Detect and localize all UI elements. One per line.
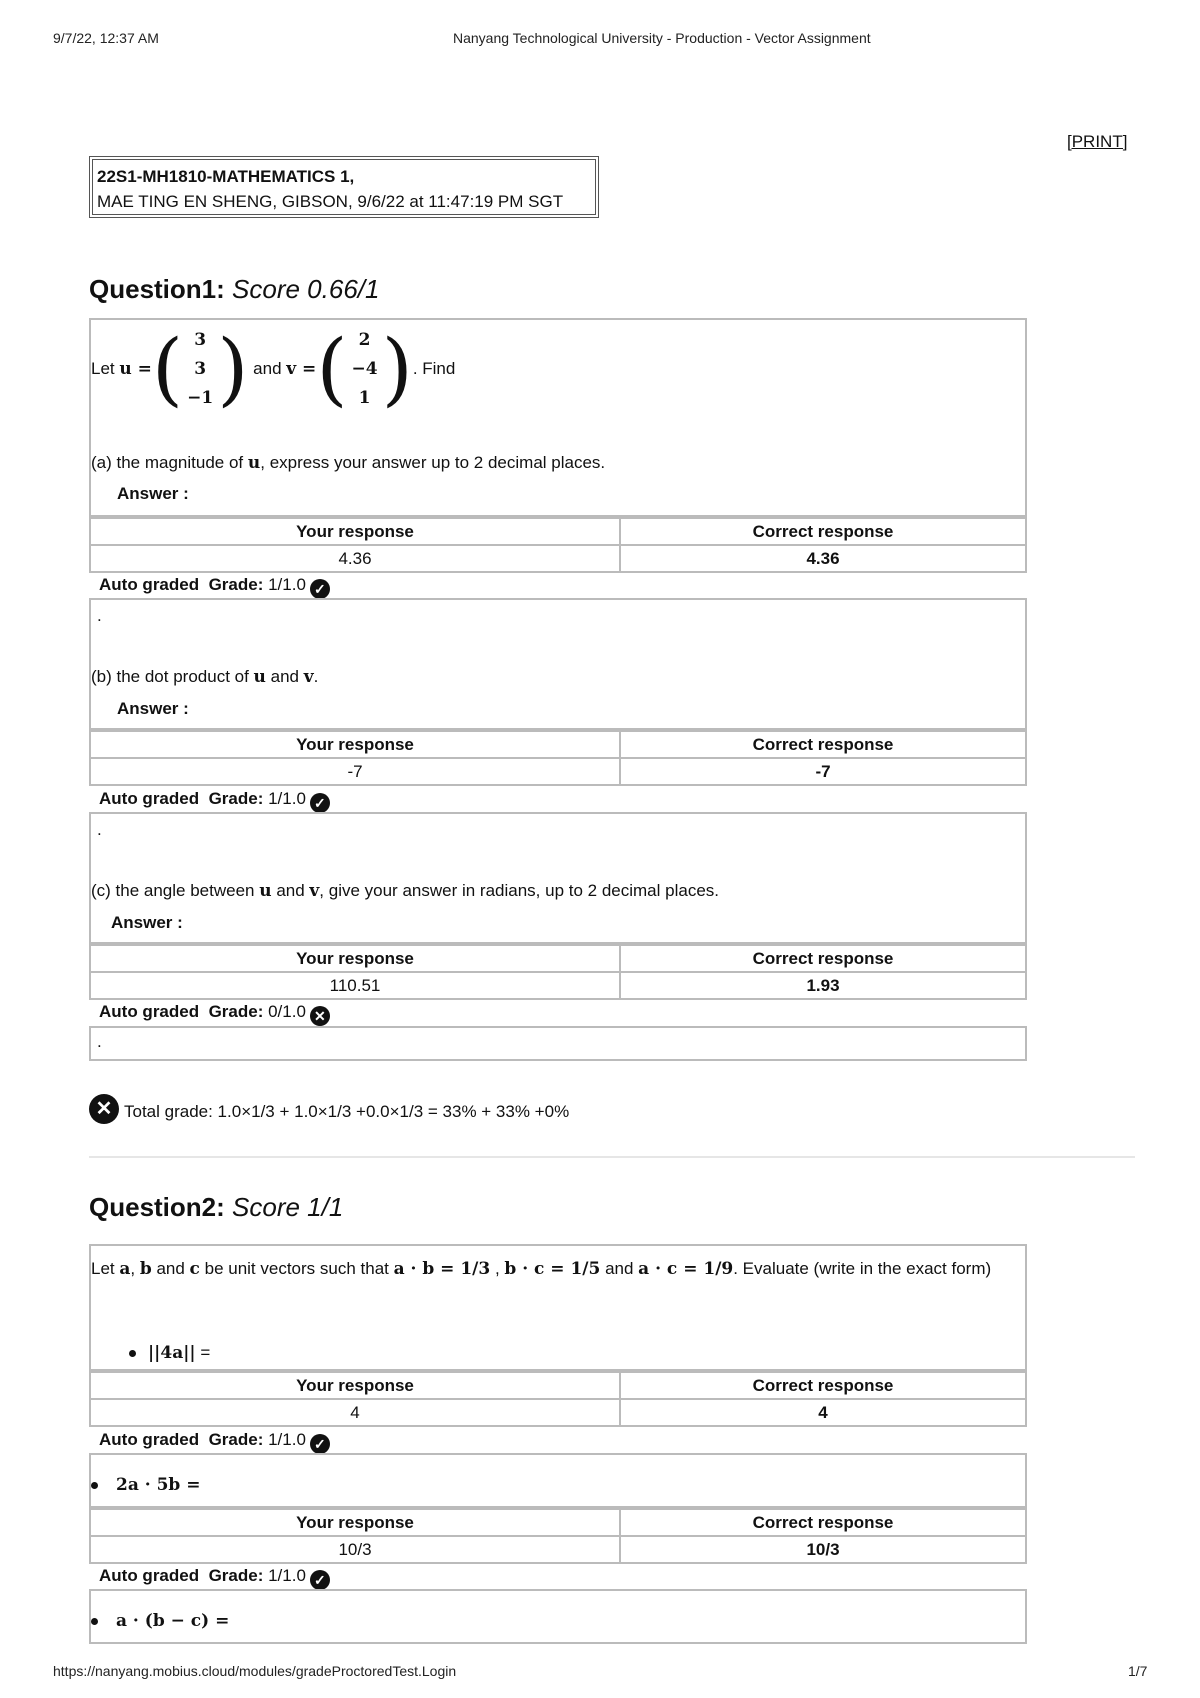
dot-separator: .	[97, 606, 102, 625]
course-name: 22S1-MH1810-MATHEMATICS 1,	[97, 167, 355, 186]
question-1-title	[89, 274, 379, 305]
your-response-header: Your response	[90, 518, 620, 545]
question-2-part-2-box	[89, 1453, 1027, 1508]
and-text: and	[253, 359, 282, 378]
v-component-3: 1	[358, 387, 371, 408]
check-circle-icon: ✓	[310, 579, 330, 599]
correct-response-value: 10/3	[620, 1536, 1026, 1563]
your-response-value: 110.51	[90, 972, 620, 999]
correct-response-value: 4	[620, 1399, 1026, 1426]
dot-separator: .	[97, 820, 102, 839]
correct-response-value: 4.36	[620, 545, 1026, 572]
course-info-box	[89, 156, 599, 218]
find-text: . Find	[412, 359, 456, 378]
answer-label: Answer :	[111, 913, 183, 932]
correct-response-value: -7	[620, 758, 1026, 785]
print-url: https://nanyang.mobius.cloud/modules/gradeProctoredTest.Login	[53, 1663, 457, 1679]
bullet-icon	[91, 1618, 98, 1625]
u-component-1: 3	[194, 329, 207, 350]
part-1-prompt: ||4a|| =	[129, 1343, 210, 1363]
u-component-3: −1	[187, 387, 214, 408]
question-2-score: Score 1/1	[232, 1192, 344, 1222]
grade-line-2b: Auto graded Grade: 1/1.0 ✓	[99, 1566, 330, 1590]
part-3-prompt: a · (b − c) =	[91, 1611, 229, 1631]
question-2-title	[89, 1192, 343, 1223]
section-divider	[89, 1156, 1135, 1158]
print-link[interactable]: [PRINT]	[1067, 132, 1128, 151]
question-2-part-3-box	[89, 1589, 1027, 1644]
your-response-value: 4.36	[90, 545, 620, 572]
v-label: v =	[286, 359, 317, 379]
print-datetime: 9/7/22, 12:37 AM	[53, 30, 159, 46]
check-circle-icon: ✓	[310, 1434, 330, 1454]
response-table-1b: Your response Correct response -7 -7	[89, 730, 1027, 786]
check-circle-icon: ✓	[310, 793, 330, 813]
question-2-label: Question2:	[89, 1192, 225, 1222]
bullet-icon	[91, 1482, 98, 1489]
part-2-prompt: 2a · 5b =	[91, 1475, 200, 1495]
question-1-label: Question1:	[89, 274, 225, 304]
correct-response-value: 1.93	[620, 972, 1026, 999]
part-b-prompt: (b) the dot product of u and v.	[91, 667, 319, 687]
answer-label: Answer :	[117, 699, 189, 718]
check-circle-icon: ✓	[310, 1570, 330, 1590]
question-2-statement-box	[89, 1244, 1027, 1371]
u-component-2: 3	[194, 358, 207, 379]
grade-line-1a: Auto graded Grade: 1/1.0 ✓	[99, 575, 330, 599]
part-a-prompt: (a) the magnitude of u, express your answer up to 2 decimal places.	[91, 453, 606, 473]
response-table-1c: Your response Correct response 110.51 1.93	[89, 944, 1027, 1000]
question-1-part-a-box	[89, 318, 1027, 517]
part-c-prompt: (c) the angle between u and v, give your answer in radians, up to 2 decimal places.	[91, 881, 720, 901]
question-1-part-c-box	[89, 812, 1027, 944]
your-response-value: -7	[90, 758, 620, 785]
grade-line-1b: Auto graded Grade: 1/1.0 ✓	[99, 789, 330, 813]
answer-label: Answer :	[117, 484, 189, 503]
x-circle-icon: ✕	[89, 1094, 119, 1124]
print-page-title: Nanyang Technological University - Production - Vector Assignment	[453, 30, 871, 46]
correct-response-header: Correct response	[620, 518, 1026, 545]
dot-separator: .	[97, 1032, 102, 1051]
grade-line-1c: Auto graded Grade: 0/1.0 ✕	[99, 1002, 330, 1026]
u-label: u =	[119, 359, 152, 379]
question-1-statement	[91, 322, 456, 415]
u-vector: ( 3 3 −1 )	[151, 322, 249, 415]
question-1-score: Score 0.66/1	[232, 274, 380, 304]
question-1-total	[89, 1094, 569, 1124]
v-component-1: 2	[358, 329, 371, 350]
question-1-part-b-box	[89, 598, 1027, 730]
page-number: 1/7	[1128, 1663, 1148, 1679]
student-info: MAE TING EN SHENG, GIBSON, 9/6/22 at 11:47:19 PM SGT	[97, 192, 564, 211]
question-1-feedback-box	[89, 1026, 1027, 1061]
response-table-2a: Your response Correct response 4 4	[89, 1371, 1027, 1427]
v-component-2: −4	[351, 358, 378, 379]
v-vector: ( 2 −4 1 )	[316, 322, 413, 415]
response-table-1a	[89, 517, 1027, 573]
grade-line-2a: Auto graded Grade: 1/1.0 ✓	[99, 1430, 330, 1454]
let-text: Let	[91, 359, 115, 378]
response-table-2b: Your response Correct response 10/3 10/3	[89, 1508, 1027, 1564]
your-response-value: 4	[90, 1399, 620, 1426]
x-circle-icon: ✕	[310, 1006, 330, 1026]
question-2-statement: Let a, b and c be unit vectors such that a · b = 1/3 , b · c = 1/5 and a · c = 1/9. Evaluate (write in the exact form)	[91, 1259, 992, 1279]
total-grade-text: Total grade: 1.0×1/3 + 1.0×1/3 +0.0×1/3 = 33% + 33% +0%	[124, 1102, 570, 1121]
bullet-icon	[129, 1350, 136, 1357]
your-response-value: 10/3	[90, 1536, 620, 1563]
